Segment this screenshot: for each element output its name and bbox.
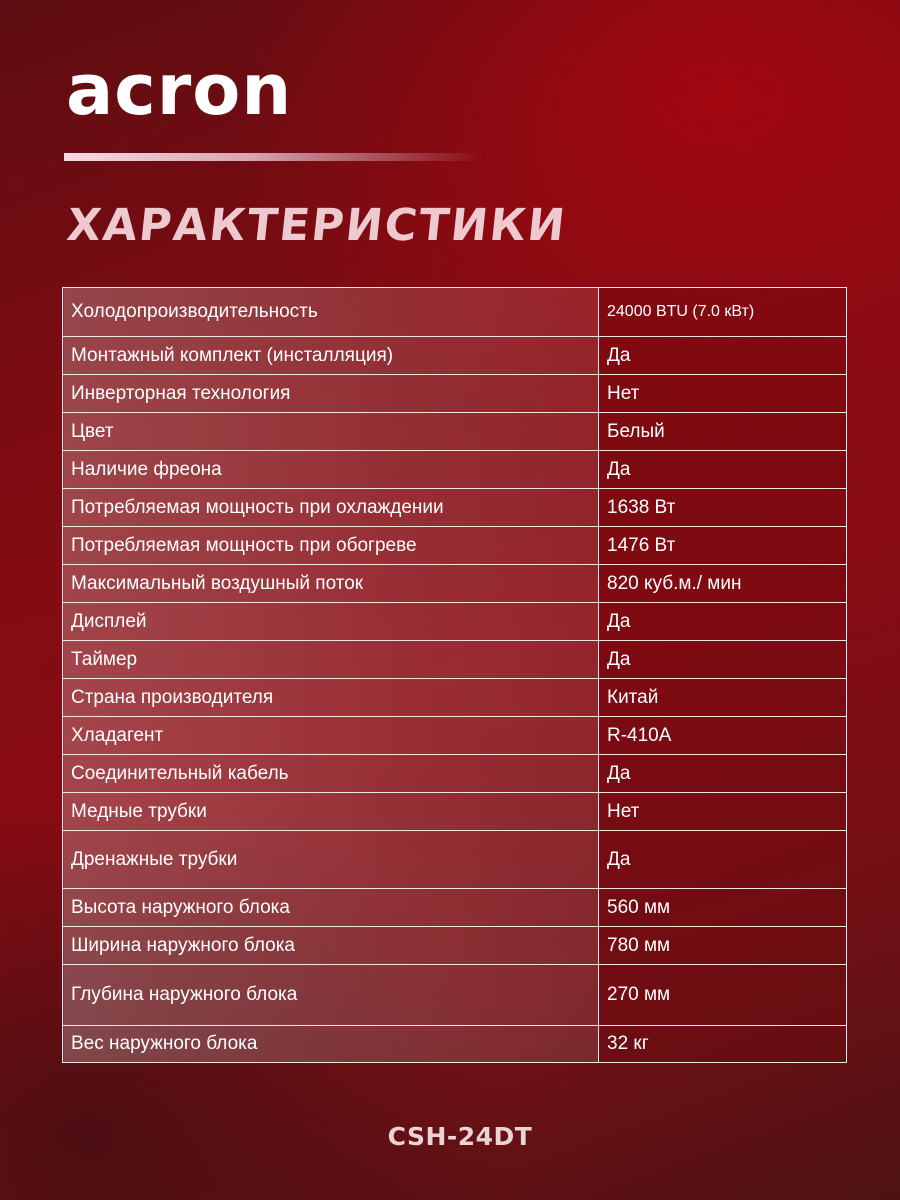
table-row [63, 1026, 847, 1063]
spec-value: 820 куб.м./ мин [599, 565, 847, 603]
table-row [63, 375, 847, 413]
spec-value: Да [599, 755, 847, 793]
spec-name: Цвет [63, 413, 599, 451]
table-row [63, 793, 847, 831]
spec-name: Вес наружного блока [63, 1026, 599, 1063]
spec-name: Потребляемая мощность при обогреве [63, 527, 599, 565]
spec-value: Да [599, 641, 847, 679]
table-row [63, 965, 847, 1026]
table-row [63, 927, 847, 965]
page-title: ХАРАКТЕРИСТИКИ [64, 200, 570, 251]
table-row [63, 527, 847, 565]
spec-value: Белый [599, 413, 847, 451]
spec-value: 780 мм [599, 927, 847, 965]
spec-name: Инверторная технология [63, 375, 599, 413]
spec-name: Дренажные трубки [63, 831, 599, 889]
table-row [63, 679, 847, 717]
spec-name: Медные трубки [63, 793, 599, 831]
table-row [63, 413, 847, 451]
table-row [63, 288, 847, 337]
brand-logo: acron [66, 49, 293, 131]
model-number: CSH-24DT [387, 1122, 533, 1151]
table-row [63, 641, 847, 679]
spec-value: 32 кг [599, 1026, 847, 1063]
table-row [63, 451, 847, 489]
spec-name: Хладагент [63, 717, 599, 755]
table-row [63, 755, 847, 793]
spec-name: Глубина наружного блока [63, 965, 599, 1026]
spec-value: Нет [599, 375, 847, 413]
table-row [63, 717, 847, 755]
spec-name: Монтажный комплект (инсталляция) [63, 337, 599, 375]
specifications-table [62, 287, 847, 1063]
spec-value: Да [599, 831, 847, 889]
spec-name: Дисплей [63, 603, 599, 641]
spec-name: Наличие фреона [63, 451, 599, 489]
spec-value: Да [599, 603, 847, 641]
spec-value: 270 мм [599, 965, 847, 1026]
spec-value: R-410A [599, 717, 847, 755]
spec-value: Да [599, 451, 847, 489]
spec-name: Таймер [63, 641, 599, 679]
spec-value: 24000 BTU (7.0 кВт) [599, 288, 847, 337]
table-row [63, 489, 847, 527]
logo-underline [64, 153, 484, 161]
spec-name: Максимальный воздушный поток [63, 565, 599, 603]
table-row [63, 337, 847, 375]
spec-name: Ширина наружного блока [63, 927, 599, 965]
spec-value: 560 мм [599, 889, 847, 927]
spec-value: Нет [599, 793, 847, 831]
spec-value: 1476 Вт [599, 527, 847, 565]
spec-value: 1638 Вт [599, 489, 847, 527]
spec-value: Китай [599, 679, 847, 717]
spec-name: Высота наружного блока [63, 889, 599, 927]
table-row [63, 831, 847, 889]
table-row [63, 889, 847, 927]
table-row [63, 603, 847, 641]
spec-name: Потребляемая мощность при охлаждении [63, 489, 599, 527]
spec-name: Страна производителя [63, 679, 599, 717]
table-row [63, 565, 847, 603]
spec-value: Да [599, 337, 847, 375]
spec-name: Холодопроизводительность [63, 288, 599, 337]
spec-name: Соединительный кабель [63, 755, 599, 793]
